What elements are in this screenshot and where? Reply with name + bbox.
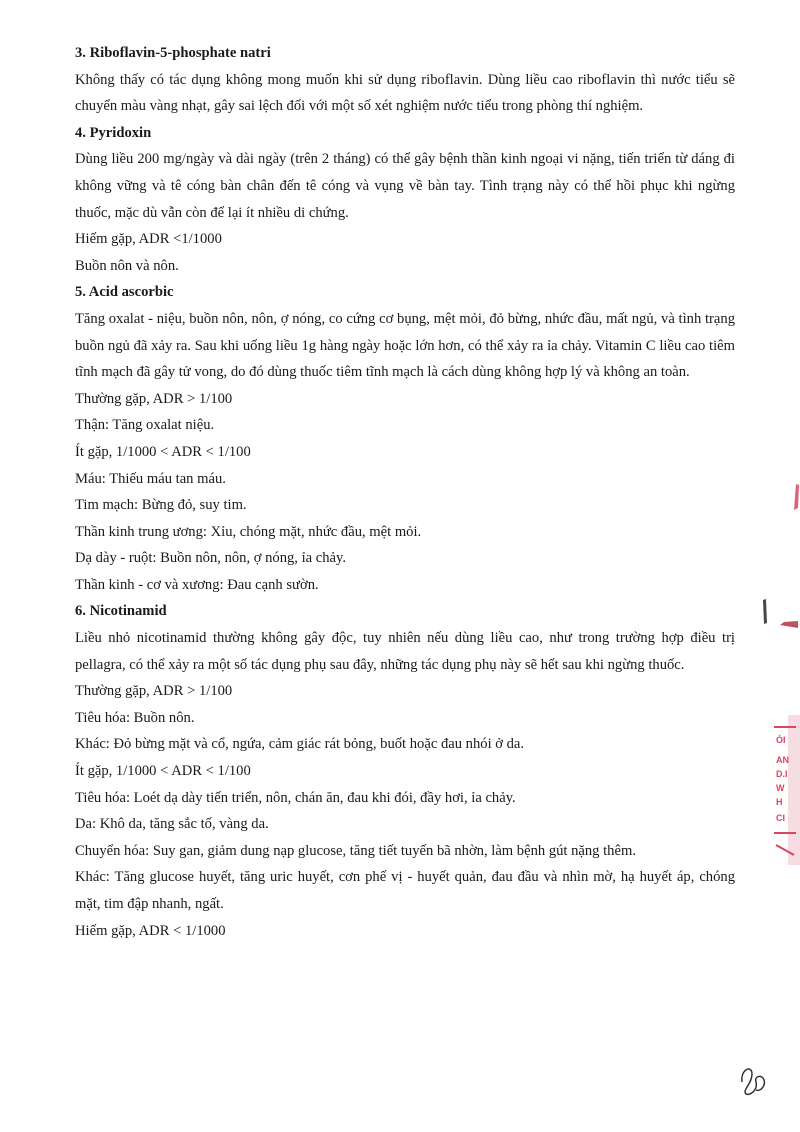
paragraph: Buồn nôn và nôn. bbox=[75, 257, 179, 274]
paragraph: Chuyển hóa: Suy gan, giảm dung nạp glucose, tăng tiết tuyến bã nhờn, làm bệnh gút nặng thêm. bbox=[75, 842, 636, 859]
paragraph: Hiếm gặp, ADR <1/1000 bbox=[75, 231, 222, 248]
paragraph: Thần kinh trung ương: Xỉu, chóng mặt, nhức đầu, mệt mỏi. bbox=[75, 523, 422, 540]
svg-text:CI: CI bbox=[776, 813, 785, 823]
paragraph: Khác: Tăng glucose huyết, tăng uric huyết, cơn phế vị - huyết quản, đau đầu và nhìn mờ, hạ huyết áp, chóng mặt, tim đập nhanh, ngất. bbox=[75, 869, 735, 912]
paragraph: Liều nhỏ nicotinamid thường không gây độc, tuy nhiên nếu dùng liều cao, như trong trường hợp điều trị pellagra, có thể xảy ra một số tác dụng phụ sau đây, những tác dụng phụ này sẽ hết sau khi ngừng thuốc. bbox=[75, 630, 735, 673]
paragraph: Máu: Thiếu máu tan máu. bbox=[75, 470, 226, 487]
paragraph: Tiêu hóa: Buồn nôn. bbox=[75, 709, 195, 726]
svg-text:W: W bbox=[776, 783, 785, 793]
paragraph: Ít gặp, 1/1000 < ADR < 1/100 bbox=[75, 763, 251, 780]
paragraph: Khác: Đỏ bừng mặt và cổ, ngứa, cảm giác rát bỏng, buốt hoặc đau nhói ở da. bbox=[75, 736, 525, 753]
paragraph: Tiêu hóa: Loét dạ dày tiến triển, nôn, chán ăn, đau khi đói, đầy hơi, ỉa chảy. bbox=[75, 789, 516, 806]
svg-text:AN: AN bbox=[776, 755, 789, 765]
paragraph: Hiếm gặp, ADR < 1/1000 bbox=[75, 922, 226, 939]
paragraph: Thận: Tăng oxalat niệu. bbox=[75, 417, 215, 434]
svg-text:H: H bbox=[776, 797, 783, 807]
svg-text:D.I: D.I bbox=[776, 769, 788, 779]
paragraph: Tăng oxalat - niệu, buồn nôn, nôn, ợ nóng, co cứng cơ bụng, mệt mỏi, đỏ bừng, nhức đầu, mất ngủ, và tình trạng buồn ngủ đã xảy ra. Sau khi uống liều 1g hàng ngày hoặc lớn hơn, có thể xảy ra ỉa chảy. Vitamin C liều cao tiêm tĩnh mạch đã gây tử vong, do đó dùng thuốc tiêm tĩnh mạch là cách dùng không hợp lý và không an toàn. bbox=[75, 310, 735, 381]
red-stamp-edge bbox=[770, 715, 800, 865]
initials-signature bbox=[738, 1060, 768, 1098]
paragraph: Dạ dày - ruột: Buồn nôn, nôn, ợ nóng, ỉa chảy. bbox=[75, 550, 347, 567]
paragraph: Không thấy có tác dụng không mong muốn khi sử dụng riboflavin. Dùng liều cao riboflavin thì nước tiểu sẽ chuyển màu vàng nhạt, gây sai lệch đối với một số xét nghiệm nước tiểu trong phòng thí nghiệm. bbox=[75, 71, 735, 115]
scan-mark-mid bbox=[760, 585, 800, 630]
paragraph: Thường gặp, ADR > 1/100 bbox=[75, 390, 233, 407]
paragraph: Da: Khô da, tăng sắc tố, vàng da. bbox=[75, 816, 269, 833]
paragraph: Dùng liều 200 mg/ngày và dài ngày (trên 2 tháng) có thể gây bệnh thần kinh ngoại vi nặng, tiến triển từ dáng đi không vững và tê cóng bàn chân đến tê cóng và vụng về bàn tay. Tình trạng này có thể hồi phục khi ngừng thuốc, mặc dù vẫn còn để lại ít nhiều di chứng. bbox=[75, 151, 735, 221]
document-body bbox=[75, 40, 735, 944]
svg-text:ÒI: ÒI bbox=[776, 735, 786, 745]
paragraph: Thường gặp, ADR > 1/100 bbox=[75, 683, 233, 700]
paragraph: Tim mạch: Bừng đỏ, suy tim. bbox=[75, 497, 247, 514]
section-heading: 3. Riboflavin-5-phosphate natri bbox=[75, 45, 271, 61]
section-heading: 5. Acid ascorbic bbox=[75, 284, 174, 301]
paragraph: Ít gặp, 1/1000 < ADR < 1/100 bbox=[75, 443, 251, 460]
section-heading: 6. Nicotinamid bbox=[75, 603, 167, 620]
section-heading: 4. Pyridoxin bbox=[75, 124, 152, 141]
paragraph: Thần kinh - cơ và xương: Đau cạnh sườn. bbox=[75, 576, 319, 593]
scan-mark-top bbox=[788, 482, 800, 512]
